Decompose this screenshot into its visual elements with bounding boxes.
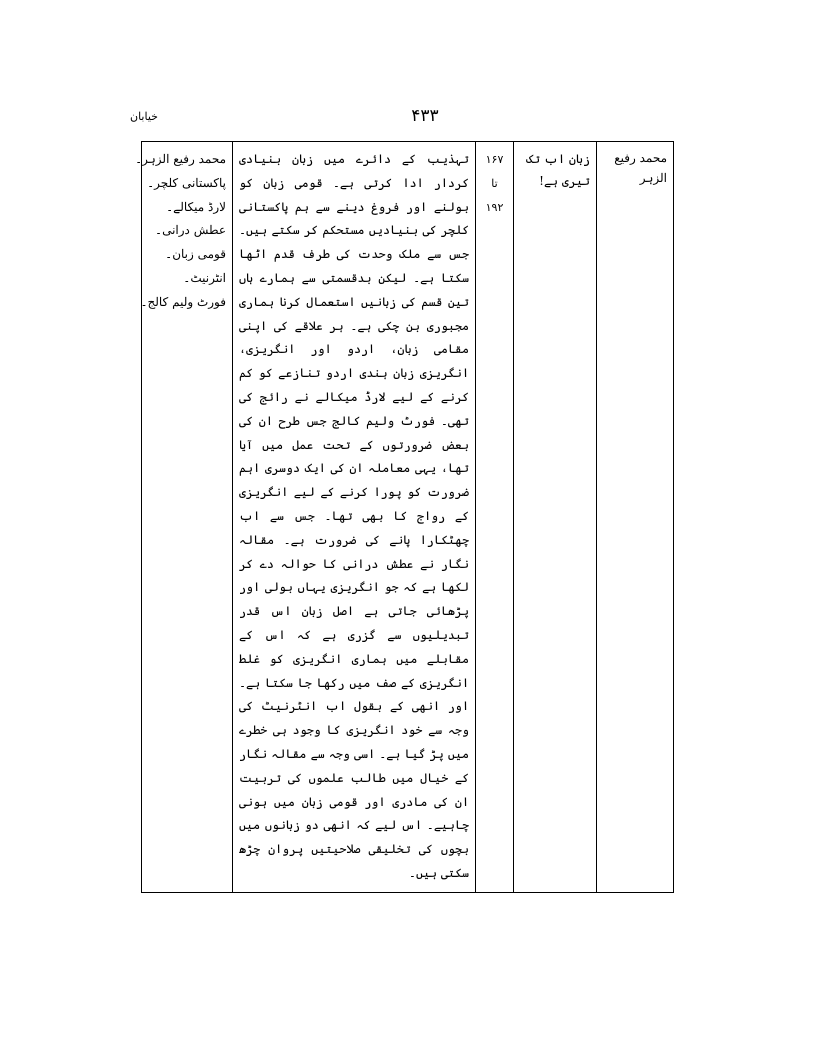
- page-from: ۱۶۷: [485, 153, 504, 166]
- page-separator: تا: [491, 177, 498, 190]
- keyword-item: عطش درانی۔: [155, 223, 226, 238]
- summary-cell: [233, 142, 476, 893]
- page-to: ۱۹۲: [485, 201, 504, 214]
- keyword-item: لارڈ میکالے۔: [166, 199, 226, 214]
- journal-name: خیابان: [130, 110, 158, 123]
- keyword-item: پاکستانی کلچر۔: [147, 175, 226, 190]
- title-cell: [514, 142, 597, 893]
- table-row: [142, 142, 674, 893]
- keyword-item: انٹرنیٹ۔: [183, 270, 226, 285]
- keyword-item: محمد رفیع الزہر۔: [135, 152, 226, 166]
- keywords-cell: [135, 142, 233, 893]
- author-name: محمد رفیع الزہر: [614, 151, 667, 185]
- pages-cell: [476, 142, 514, 893]
- keyword-item: فورٹ ولیم کالج۔: [140, 294, 226, 309]
- keyword-item: قومی زبان۔: [165, 247, 226, 262]
- page-number: ۴۳۳: [411, 106, 439, 126]
- article-summary: تہذیب کے دائرے میں زبان بنیادی کردار ادا کرتی ہے۔ قومی زبان کو بولنے اور فروغ دینے سے ہم پاکستانی کلچر کی بنیادیں مستحکم کر سکتے ہیں۔ جس سے ملک وحدت کی طرف قدم اٹھا سکتا ہے۔ لیکن بدقسمتی سے ہمارے ہاں تین قسم کی زبانیں استعمال کرنا ہماری مجبوری بن چکی ہے۔ ہر علاقے کی اپنی مقامی زبان، اردو اور انگریزی، انگریزی زبان ہندی اردو تنازعے کو کم کرنے کے لیے لارڈ میکالے نے رائج کی تھی۔ فورٹ ولیم کالج جس طرح ان کی بعض ضرورتوں کے تحت عمل میں آیا تھا، یہی معاملہ ان کی ایک دوسری اہم ضرورت کو پورا کرنے کے لیے انگریزی کے رواج کا بھی تھا۔ جس سے اب چھٹکارا پانے کی ضرورت ہے۔ مقالہ نگار نے عطش درانی کا حوالہ دے کر لکھا ہے کہ جو انگریزی یہاں بولی اور پڑھائی جاتی ہے اصل زبان اس قدر تبدیلیوں سے گزری ہے کہ اس کے مقابلے میں ہماری انگریزی کو غلط انگریزی کے صف میں رکھا جا سکتا ہے۔ اور انھی کے بقول اب انٹرنیٹ کی وجہ سے خود انگریزی کا وجود ہی خطرے میں پڑ گیا ہے۔ اسی وجہ سے مقالہ نگار کے خیال میں طالب علموں کی تربیت ان کی مادری اور قومی زبان میں ہونی چاہیے۔ اس لیے کہ انھی دو زبانوں میں بچوں کی تخلیقی صلاحیتیں پروان چڑھ سکتی ہیں۔: [239, 152, 469, 880]
- index-table: [135, 141, 674, 893]
- article-title: زبان اب تک تیری ہے!: [526, 152, 590, 188]
- author-cell: [597, 142, 674, 893]
